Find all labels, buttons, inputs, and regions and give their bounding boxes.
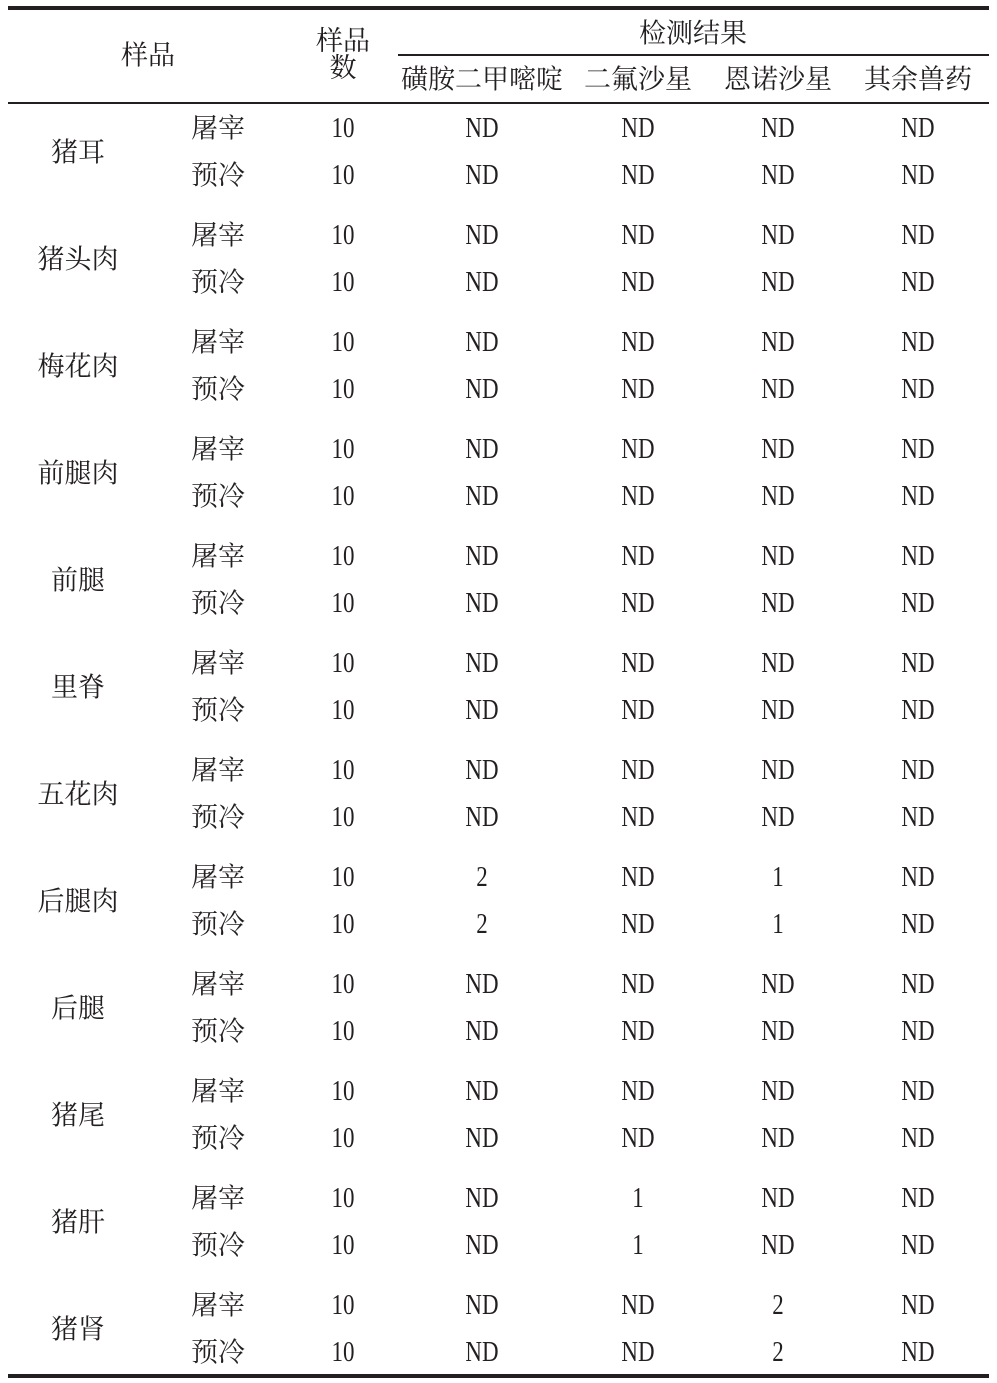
header-col-enrofloxacin: 恩诺沙星 xyxy=(724,64,832,95)
cell-difloxacin: ND xyxy=(621,862,655,893)
cell-difloxacin: ND xyxy=(621,267,655,298)
cell-difloxacin: ND xyxy=(621,969,655,1000)
cell-difloxacin: ND xyxy=(621,1337,655,1368)
row-stage-label: 屠宰 xyxy=(191,541,245,572)
row-item-label: 梅花肉 xyxy=(37,351,119,381)
row-item-label: 后腿肉 xyxy=(37,886,119,916)
row-item-label: 猪耳 xyxy=(51,137,105,167)
cell-sulfamethazine: ND xyxy=(465,1230,499,1261)
cell-enrofloxacin: ND xyxy=(761,434,795,465)
row-stage-label: 屠宰 xyxy=(191,755,245,786)
cell-enrofloxacin: ND xyxy=(761,969,795,1000)
cell-sample-count: 10 xyxy=(331,113,355,144)
row-stage-label: 预冷 xyxy=(191,160,245,191)
cell-enrofloxacin: ND xyxy=(761,374,795,405)
cell-difloxacin: ND xyxy=(621,802,655,833)
cell-difloxacin: 1 xyxy=(632,1183,644,1214)
cell-sulfamethazine: 2 xyxy=(476,862,488,893)
row-stage-label: 预冷 xyxy=(191,1230,245,1261)
cell-sulfamethazine: ND xyxy=(465,327,499,358)
cell-difloxacin: ND xyxy=(621,113,655,144)
cell-sample-count: 10 xyxy=(331,695,355,726)
cell-enrofloxacin: ND xyxy=(761,802,795,833)
cell-sample-count: 10 xyxy=(331,541,355,572)
cell-difloxacin: ND xyxy=(621,1016,655,1047)
cell-sulfamethazine: ND xyxy=(465,541,499,572)
row-stage-label: 预冷 xyxy=(191,374,245,405)
cell-sulfamethazine: ND xyxy=(465,1290,499,1321)
cell-other-drugs: ND xyxy=(901,802,935,833)
row-item-label: 后腿 xyxy=(51,993,105,1023)
results-group-rule xyxy=(398,54,989,56)
cell-other-drugs: ND xyxy=(901,1290,935,1321)
cell-enrofloxacin: 1 xyxy=(772,862,784,893)
cell-enrofloxacin: ND xyxy=(761,327,795,358)
cell-sample-count: 10 xyxy=(331,481,355,512)
row-stage-label: 屠宰 xyxy=(191,220,245,251)
cell-sample-count: 10 xyxy=(331,648,355,679)
cell-other-drugs: ND xyxy=(901,1230,935,1261)
cell-difloxacin: ND xyxy=(621,434,655,465)
header-sample-count xyxy=(316,28,370,82)
header-sample-count-line1: 样品 xyxy=(316,26,370,56)
cell-difloxacin: ND xyxy=(621,160,655,191)
cell-other-drugs: ND xyxy=(901,434,935,465)
row-stage-label: 预冷 xyxy=(191,588,245,619)
cell-sulfamethazine: ND xyxy=(465,588,499,619)
row-stage-label: 屠宰 xyxy=(191,1183,245,1214)
row-stage-label: 预冷 xyxy=(191,267,245,298)
cell-other-drugs: ND xyxy=(901,1337,935,1368)
cell-other-drugs: ND xyxy=(901,160,935,191)
cell-enrofloxacin: ND xyxy=(761,588,795,619)
cell-difloxacin: ND xyxy=(621,541,655,572)
cell-sulfamethazine: ND xyxy=(465,1337,499,1368)
cell-sulfamethazine: ND xyxy=(465,267,499,298)
header-col-other-drugs: 其余兽药 xyxy=(864,64,972,95)
cell-other-drugs: ND xyxy=(901,1183,935,1214)
cell-other-drugs: ND xyxy=(901,267,935,298)
cell-sample-count: 10 xyxy=(331,1230,355,1261)
cell-sample-count: 10 xyxy=(331,374,355,405)
cell-other-drugs: ND xyxy=(901,1016,935,1047)
cell-enrofloxacin: ND xyxy=(761,1230,795,1261)
cell-difloxacin: ND xyxy=(621,588,655,619)
cell-sulfamethazine: ND xyxy=(465,220,499,251)
header-col-difloxacin: 二氟沙星 xyxy=(584,64,692,95)
row-item-label: 猪尾 xyxy=(51,1100,105,1130)
cell-enrofloxacin: ND xyxy=(761,648,795,679)
row-stage-label: 屠宰 xyxy=(191,862,245,893)
cell-sulfamethazine: ND xyxy=(465,1076,499,1107)
cell-difloxacin: ND xyxy=(621,220,655,251)
cell-enrofloxacin: ND xyxy=(761,1183,795,1214)
row-stage-label: 预冷 xyxy=(191,802,245,833)
cell-other-drugs: ND xyxy=(901,755,935,786)
cell-enrofloxacin: ND xyxy=(761,1123,795,1154)
cell-difloxacin: 1 xyxy=(632,1230,644,1261)
cell-sample-count: 10 xyxy=(331,909,355,940)
header-results-group: 检测结果 xyxy=(639,18,747,49)
header-sample: 样品 xyxy=(121,40,175,71)
cell-difloxacin: ND xyxy=(621,1076,655,1107)
row-stage-label: 预冷 xyxy=(191,695,245,726)
cell-sulfamethazine: ND xyxy=(465,1016,499,1047)
cell-sample-count: 10 xyxy=(331,434,355,465)
header-sample-count-line2: 数 xyxy=(329,53,357,83)
cell-sample-count: 10 xyxy=(331,802,355,833)
cell-sulfamethazine: ND xyxy=(465,481,499,512)
cell-other-drugs: ND xyxy=(901,220,935,251)
cell-other-drugs: ND xyxy=(901,374,935,405)
cell-difloxacin: ND xyxy=(621,648,655,679)
header-col-sulfamethazine: 磺胺二甲嘧啶 xyxy=(401,64,563,95)
cell-sample-count: 10 xyxy=(331,1290,355,1321)
cell-sulfamethazine: ND xyxy=(465,648,499,679)
cell-sample-count: 10 xyxy=(331,1123,355,1154)
row-item-label: 前腿 xyxy=(51,565,105,595)
cell-sample-count: 10 xyxy=(331,588,355,619)
cell-sample-count: 10 xyxy=(331,160,355,191)
cell-sample-count: 10 xyxy=(331,267,355,298)
cell-difloxacin: ND xyxy=(621,755,655,786)
row-stage-label: 预冷 xyxy=(191,1123,245,1154)
cell-sample-count: 10 xyxy=(331,1016,355,1047)
cell-enrofloxacin: ND xyxy=(761,1016,795,1047)
cell-difloxacin: ND xyxy=(621,695,655,726)
row-item-label: 猪头肉 xyxy=(37,244,119,274)
row-item-label: 猪肾 xyxy=(51,1314,105,1344)
cell-sulfamethazine: ND xyxy=(465,755,499,786)
table-top-rule xyxy=(8,6,989,10)
cell-sulfamethazine: ND xyxy=(465,434,499,465)
cell-other-drugs: ND xyxy=(901,113,935,144)
cell-other-drugs: ND xyxy=(901,695,935,726)
cell-sulfamethazine: ND xyxy=(465,802,499,833)
row-item-label: 猪肝 xyxy=(51,1207,105,1237)
cell-enrofloxacin: ND xyxy=(761,220,795,251)
cell-sulfamethazine: 2 xyxy=(476,909,488,940)
row-stage-label: 屠宰 xyxy=(191,1290,245,1321)
cell-enrofloxacin: 1 xyxy=(772,909,784,940)
cell-other-drugs: ND xyxy=(901,588,935,619)
cell-sample-count: 10 xyxy=(331,220,355,251)
cell-other-drugs: ND xyxy=(901,648,935,679)
cell-difloxacin: ND xyxy=(621,1123,655,1154)
cell-other-drugs: ND xyxy=(901,969,935,1000)
cell-other-drugs: ND xyxy=(901,909,935,940)
cell-difloxacin: ND xyxy=(621,481,655,512)
cell-enrofloxacin: ND xyxy=(761,113,795,144)
cell-enrofloxacin: 2 xyxy=(772,1290,784,1321)
cell-sample-count: 10 xyxy=(331,862,355,893)
cell-sulfamethazine: ND xyxy=(465,160,499,191)
row-stage-label: 屠宰 xyxy=(191,969,245,1000)
row-stage-label: 屠宰 xyxy=(191,1076,245,1107)
cell-other-drugs: ND xyxy=(901,541,935,572)
cell-enrofloxacin: 2 xyxy=(772,1337,784,1368)
cell-enrofloxacin: ND xyxy=(761,160,795,191)
row-stage-label: 预冷 xyxy=(191,909,245,940)
cell-difloxacin: ND xyxy=(621,374,655,405)
row-stage-label: 屠宰 xyxy=(191,113,245,144)
row-stage-label: 预冷 xyxy=(191,1337,245,1368)
cell-sample-count: 10 xyxy=(331,327,355,358)
cell-other-drugs: ND xyxy=(901,862,935,893)
row-stage-label: 预冷 xyxy=(191,1016,245,1047)
cell-other-drugs: ND xyxy=(901,481,935,512)
cell-other-drugs: ND xyxy=(901,327,935,358)
cell-sulfamethazine: ND xyxy=(465,695,499,726)
cell-difloxacin: ND xyxy=(621,909,655,940)
row-stage-label: 屠宰 xyxy=(191,434,245,465)
cell-enrofloxacin: ND xyxy=(761,695,795,726)
cell-enrofloxacin: ND xyxy=(761,267,795,298)
row-stage-label: 预冷 xyxy=(191,481,245,512)
cell-enrofloxacin: ND xyxy=(761,541,795,572)
cell-difloxacin: ND xyxy=(621,1290,655,1321)
row-item-label: 五花肉 xyxy=(37,779,119,809)
cell-sample-count: 10 xyxy=(331,1183,355,1214)
row-stage-label: 屠宰 xyxy=(191,648,245,679)
cell-sample-count: 10 xyxy=(331,755,355,786)
cell-sample-count: 10 xyxy=(331,1337,355,1368)
cell-sulfamethazine: ND xyxy=(465,113,499,144)
cell-sulfamethazine: ND xyxy=(465,1123,499,1154)
row-stage-label: 屠宰 xyxy=(191,327,245,358)
cell-sulfamethazine: ND xyxy=(465,969,499,1000)
cell-sample-count: 10 xyxy=(331,969,355,1000)
cell-sulfamethazine: ND xyxy=(465,1183,499,1214)
cell-enrofloxacin: ND xyxy=(761,755,795,786)
row-item-label: 前腿肉 xyxy=(37,458,119,488)
cell-sample-count: 10 xyxy=(331,1076,355,1107)
cell-enrofloxacin: ND xyxy=(761,481,795,512)
table-bottom-rule xyxy=(8,1374,989,1378)
cell-difloxacin: ND xyxy=(621,327,655,358)
cell-enrofloxacin: ND xyxy=(761,1076,795,1107)
cell-other-drugs: ND xyxy=(901,1076,935,1107)
header-bottom-rule xyxy=(8,102,989,104)
cell-other-drugs: ND xyxy=(901,1123,935,1154)
row-item-label: 里脊 xyxy=(51,672,105,702)
cell-sulfamethazine: ND xyxy=(465,374,499,405)
